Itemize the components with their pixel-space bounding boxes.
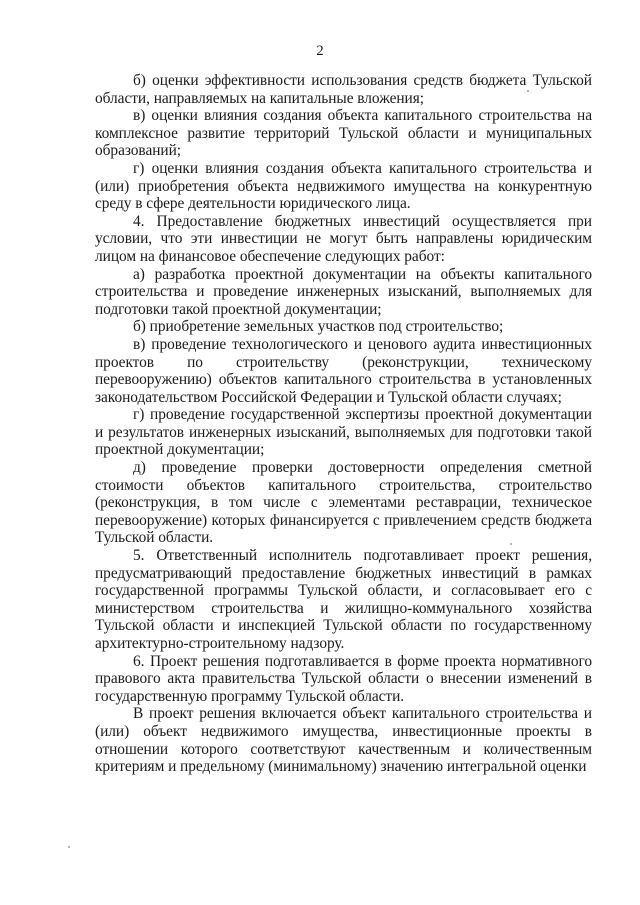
paragraph-4-investment-conditions: 4. Предоставление бюджетных инвестиций осуществляется при условии, что эти инвестиции не могут быть направлены юридическим лицом на финансовое обеспечение следующих работ: — [95, 212, 592, 265]
paragraph-d-cost-verification: д) проведение проверки достоверности определения сметной стоимости объектов капитального строительства, строительство (реконструкция, в том числе с элементами реставрации, техническое перевооружение) которых финансируется с привлечением средств бюджета Тульской области. — [95, 459, 592, 547]
paragraph-a-project-documentation: а) разработка проектной документации на объекты капитального строительства и проведение инженерных изысканий, выполняемых для подготовки такой проектной документации; — [95, 265, 592, 318]
paragraph-5-responsible-executor: 5. Ответственный исполнитель подготавливает проект решения, предусматривающий предоставление бюджетных инвестиций в рамках государственной программы Тульской области, и согласовывает его с министерством строительства и жилищно-коммунального хозяйства Тульской области и инспекцией Тульской области по государственному архитектурно-строительному надзору. — [95, 547, 592, 652]
scan-speck — [68, 846, 70, 848]
paragraph-g-competition-impact: г) оценки влияния создания объекта капитального строительства и (или) приобретения объекта недвижимого имущества на конкурентную среду в сфере деятельности юридического лица. — [95, 159, 592, 213]
document-body — [95, 72, 592, 776]
paragraph-v-territory-impact: в) оценки влияния создания объекта капитального строительства на комплексное развитие территорий Тульской области и муниципальных образований; — [95, 107, 592, 160]
page-number: 2 — [316, 43, 324, 59]
paragraph-g-state-expertise: г) проведение государственной экспертизы проектной документации и результатов инженерных изысканий, выполняемых для подготовки такой проектной документации; — [95, 406, 592, 459]
paragraph-6-draft-decision: 6. Проект решения подготавливается в форме проекта нормативного правового акта правительства Тульской области о внесении изменений в государственную программу Тульской области. — [95, 652, 592, 705]
paragraph-b-budget-efficiency: б) оценки эффективности использования средств бюджета Тульской области, направляемых на капитальные вложения; — [95, 72, 592, 107]
scan-speck — [527, 90, 529, 92]
paragraph-decision-inclusion: В проект решения включается объект капитального строительства и (или) объект недвижимого имущества, инвестиционные проекты в отношении которого соответствуют качественным и количественным критериям и предельному (минимальному) значению интегральной оценки — [95, 705, 592, 776]
paragraph-v-technology-audit: в) проведение технологического и ценового аудита инвестиционных проектов по строительству (реконструкции, техническому перевооружению) объектов капитального строительства в установленных законодательством Российской Федерации и Тульской области случаях; — [95, 335, 592, 406]
scan-speck — [510, 543, 512, 545]
paragraph-b-land-acquisition: б) приобретение земельных участков под строительство; — [133, 318, 504, 336]
